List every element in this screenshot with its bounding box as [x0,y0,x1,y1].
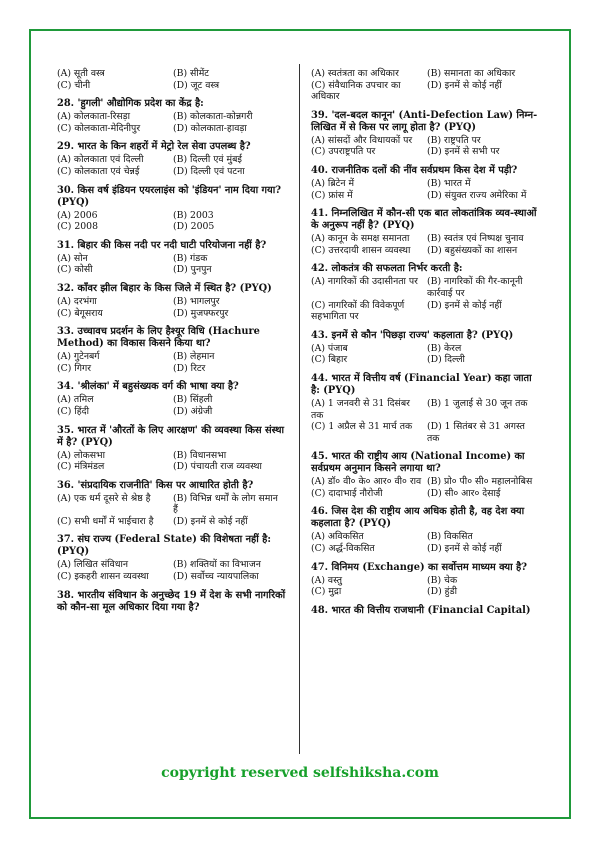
answer-option: (B) विधानसभा [173,449,227,461]
answer-option: (C) हिंदी [57,405,90,417]
answer-option: (B) भागलपुर [173,295,220,307]
options-grid [57,559,289,582]
question-text: 41. निम्नलिखित में कौन-सी एक बात लोकतांत्रिक व्यव-स्थाओं के अनुरूप नहीं है? (PYQ) [311,208,537,232]
question-text: 39. 'दल-बदल कानून' (Anti-Defection Law) निम्न-लिखित में से किस पर लागू होता है? (PYQ) [311,109,538,133]
question-block [311,373,543,444]
answer-option: (A) कोलकाता एवं दिल्ली [57,154,144,166]
options-grid [311,233,543,256]
options-grid [311,276,543,322]
question-block [311,263,543,322]
answer-option: (C) कोलकाता-मेदिनीपुर [57,122,141,134]
options-grid [57,210,289,233]
answer-option: (D) पुनपुन [173,264,212,276]
answer-option: (A) ब्रिटेन में [311,177,354,189]
question-block [57,185,289,233]
answer-option: (A) कोलकाता-रिसड़ा [57,111,131,123]
answer-option: (C) बेगूसराय [57,307,103,319]
answer-option: (B) केरल [427,342,462,354]
question-block [311,562,543,598]
answer-option: (B) 1 जुलाई से 30 जून तक [427,397,528,409]
answer-option: (A) सांसदों और विधायकों पर [311,134,413,146]
answer-option: (B) 2003 [173,209,214,221]
options-grid [57,253,289,276]
question-block [57,425,289,473]
question-block [57,68,289,91]
answer-option: (A) 2006 [57,209,98,221]
answer-option: (C) बिहार [311,354,348,366]
answer-option: (C) गिगर [57,362,92,374]
answer-option: (D) बहुसंख्यकों का शासन [427,244,518,256]
options-grid [311,178,543,201]
question-block [311,605,543,617]
column-divider [299,64,300,754]
options-grid [57,111,289,134]
answer-option: (B) दिल्ली एवं मुंबई [173,154,242,166]
question-block [57,98,289,134]
options-grid [311,531,543,554]
options-grid [311,68,543,103]
answer-option: (B) कोलकाता-कोन्नगरी [173,111,253,123]
answer-option: (A) वस्तु [311,574,343,586]
answer-option: (C) नागरिकों की विवेकपूर्ण सहभागिता पर [311,299,405,323]
answer-option: (D) मुजफ्फरपुर [173,307,229,319]
answer-option: (B) शक्तियों का विभाजन [173,559,261,571]
options-grid [57,493,289,528]
question-text: 36. 'संप्रदायिक राजनीति' किस पर आधारित होती है? [57,479,254,491]
options-grid [57,296,289,319]
answer-option: (C) सभी धर्मों में भाईचारा है [57,515,154,527]
options-grid [57,154,289,177]
question-block [57,326,289,374]
answer-option: (A) सोन [57,252,88,264]
answer-option: (C) दादाभाई नौरोजी [311,487,383,499]
question-block [57,534,289,582]
answer-option: (A) डॉ० वी० के० आर० वी० राव [311,476,422,488]
answer-option: (C) इकहरी शासन व्यवस्था [57,571,149,583]
question-text: 28. 'हुगली' औद्योगिक प्रदेश का केंद्र है: [57,98,204,110]
answer-option: (D) दिल्ली एवं पटना [173,165,245,177]
question-text: 46. जिस देश की राष्ट्रीय आय अधिक होती है, वह देश क्या कहलाता है? (PYQ) [311,506,525,530]
answer-option: (D) जूट वस्त्र [173,79,220,91]
answer-option: (C) संवैधानिक उपचार का अधिकार [311,79,401,103]
question-block [311,165,543,201]
options-grid [311,135,543,158]
answer-option: (D) सी० आर० देसाई [427,487,501,499]
copyright-footer: copyright reserved selfshiksha.com [161,765,439,781]
question-block [57,381,289,417]
answer-option: (B) राष्ट्रपति पर [427,134,481,146]
answer-option: (D) अंग्रेजी [173,405,213,417]
answer-option: (A) एक धर्म दूसरे से श्रेष्ठ है [57,492,151,504]
question-text: 44. भारत में वित्तीय वर्ष (Financial Year) कहा जाता है: (PYQ) [311,372,532,396]
answer-option: (D) 1 सितंबर से 31 अगस्त तक [427,421,525,444]
options-grid [311,398,543,444]
answer-option: (D) संयुक्त राज्य अमेरिका में [427,189,527,201]
question-block [57,141,289,177]
answer-option: (D) इनमें से कोई नहीं [427,79,502,91]
answer-option: (C) 1 अप्रैल से 31 मार्च तक [311,421,413,433]
answer-option: (D) इनमें से कोई नहीं [427,299,502,311]
options-grid [311,575,543,598]
answer-option: (A) दरभंगा [57,295,97,307]
answer-option: (C) कोसी [57,264,93,276]
answer-option: (A) सूती वस्त्र [57,68,105,79]
question-block [311,506,543,554]
answer-option: (D) सर्वोच्च न्यायपालिका [173,571,259,583]
answer-option: (D) इनमें से कोई नहीं [173,515,248,527]
question-text: 35. भारत में 'औरतों के लिए आरक्षण' की व्यवस्था किस संस्था में है? (PYQ) [57,424,285,448]
question-text: 30. किस वर्ष इंडियन एयरलाइंस को 'इंडियन' नाम दिया गया? (PYQ) [57,184,281,208]
answer-option: (C) फ्रांस में [311,189,353,201]
answer-option: (B) समानता का अधिकार [427,68,516,79]
answer-option: (D) इनमें से कोई नहीं [427,543,502,555]
answer-option: (D) दिल्ली [427,354,465,366]
answer-option: (B) लेहमान [173,351,215,363]
question-text: 37. संघ राज्य (Federal State) की विशेषता नहीं है: (PYQ) [57,534,272,558]
answer-option: (A) स्वतंत्रता का अधिकार [311,68,399,79]
left-column [57,68,289,621]
question-block [311,208,543,256]
question-text: 33. उच्चावच प्रदर्शन के लिए हैश्यूर विधि (Hachure Method) का विकास किसने किया था? [57,326,260,350]
answer-option: (A) लोकसभा [57,449,106,461]
answer-option: (C) उपराष्ट्रपति पर [311,146,376,158]
question-block [311,110,543,158]
answer-option: (C) अर्द्ध-विकसित [311,543,375,555]
question-block [311,330,543,366]
question-text: 32. काँवर झील बिहार के किस जिले में स्थित है? (PYQ) [57,282,272,294]
question-text: 42. लोकतंत्र की सफलता निर्भर करती है: [311,263,463,275]
answer-option: (B) गंडक [173,252,208,264]
question-block [57,240,289,276]
answer-option: (B) सिंहली [173,394,213,406]
options-grid [311,343,543,366]
answer-option: (D) कोलकाता-हावड़ा [173,122,247,134]
answer-option: (A) लिखित संविधान [57,559,129,571]
question-text: 38. भारतीय संविधान के अनुच्छेद 19 में देश के सभी नागरिकों को कौन-सा मूल अधिकार दिया गया है? [57,589,286,613]
question-text: 29. भारत के किन शहरों में मेट्रो रेल सेवा उपलब्ध है? [57,141,251,153]
question-block [57,283,289,319]
answer-option: (D) हुंडी [427,586,457,598]
answer-option: (B) प्रो० पी० सी० महालनोबिस [427,476,533,488]
answer-option: (B) विकसित [427,531,473,543]
answer-option: (A) गुटेनबर्ग [57,351,100,363]
options-grid [311,476,543,499]
answer-option: (A) नागरिकों की उदासीनता पर [311,276,418,288]
answer-option: (C) मंत्रिमंडल [57,461,105,473]
options-grid [57,394,289,417]
answer-option: (B) सीमेंट [173,68,209,79]
question-text: 31. बिहार की किस नदी पर नदी घाटी परियोजना नहीं है? [57,239,267,251]
answer-option: (B) स्वतंत्र एवं निष्पक्ष चुनाव [427,233,524,245]
answer-option: (D) पंचायती राज व्यवस्था [173,461,262,473]
question-text: 47. विनिमय (Exchange) का सर्वोत्तम माध्यम क्या है? [311,561,527,573]
options-grid [57,351,289,374]
answer-option: (D) 2005 [173,221,215,233]
question-text: 40. राजनीतिक दलों की नींव सर्वप्रथम किस देश में पड़ी? [311,164,518,176]
question-text: 45. भारत की राष्ट्रीय आय (National Income) का सर्वप्रथम अनुमान किसने लगाया था? [311,451,525,475]
question-block [311,68,543,103]
answer-option: (C) मुद्रा [311,586,342,598]
question-text: 48. भारत की वित्तीय राजधानी (Financial Capital) [311,604,531,616]
answer-option: (C) चीनी [57,79,91,91]
answer-option: (A) अविकसित [311,531,364,543]
answer-option: (D) रिटर [173,362,206,374]
answer-option: (A) 1 जनवरी से 31 दिसंबर तक [311,397,410,421]
question-block [311,451,543,499]
answer-option: (C) कोलकाता एवं चेन्नई [57,165,140,177]
question-text: 34. 'श्रीलंका' में बहुसंख्यक वर्ग की भाषा क्या है? [57,381,239,393]
answer-option: (C) 2008 [57,221,98,233]
question-block [57,480,289,528]
answer-option: (A) तमिल [57,394,94,406]
right-column [311,68,543,624]
options-grid [57,450,289,473]
answer-option: (B) विभिन्न धर्मों के लोग समान हैं [173,492,278,516]
answer-option: (C) उत्तरदायी शासन व्यवस्था [311,244,411,256]
answer-option: (A) पंजाब [311,342,348,354]
question-text: 43. इनमें से कौन 'पिछड़ा राज्य' कहलाता है? (PYQ) [311,329,514,341]
answer-option: (D) इनमें से सभी पर [427,146,500,158]
answer-option: (B) चेक [427,574,458,586]
answer-option: (B) भारत में [427,177,471,189]
options-grid [57,68,289,91]
answer-option: (A) कानून के समक्ष समानता [311,233,410,245]
answer-option: (B) नागरिकों की गैर-कानूनी कार्रवाई पर [427,276,523,299]
question-block [57,590,289,614]
